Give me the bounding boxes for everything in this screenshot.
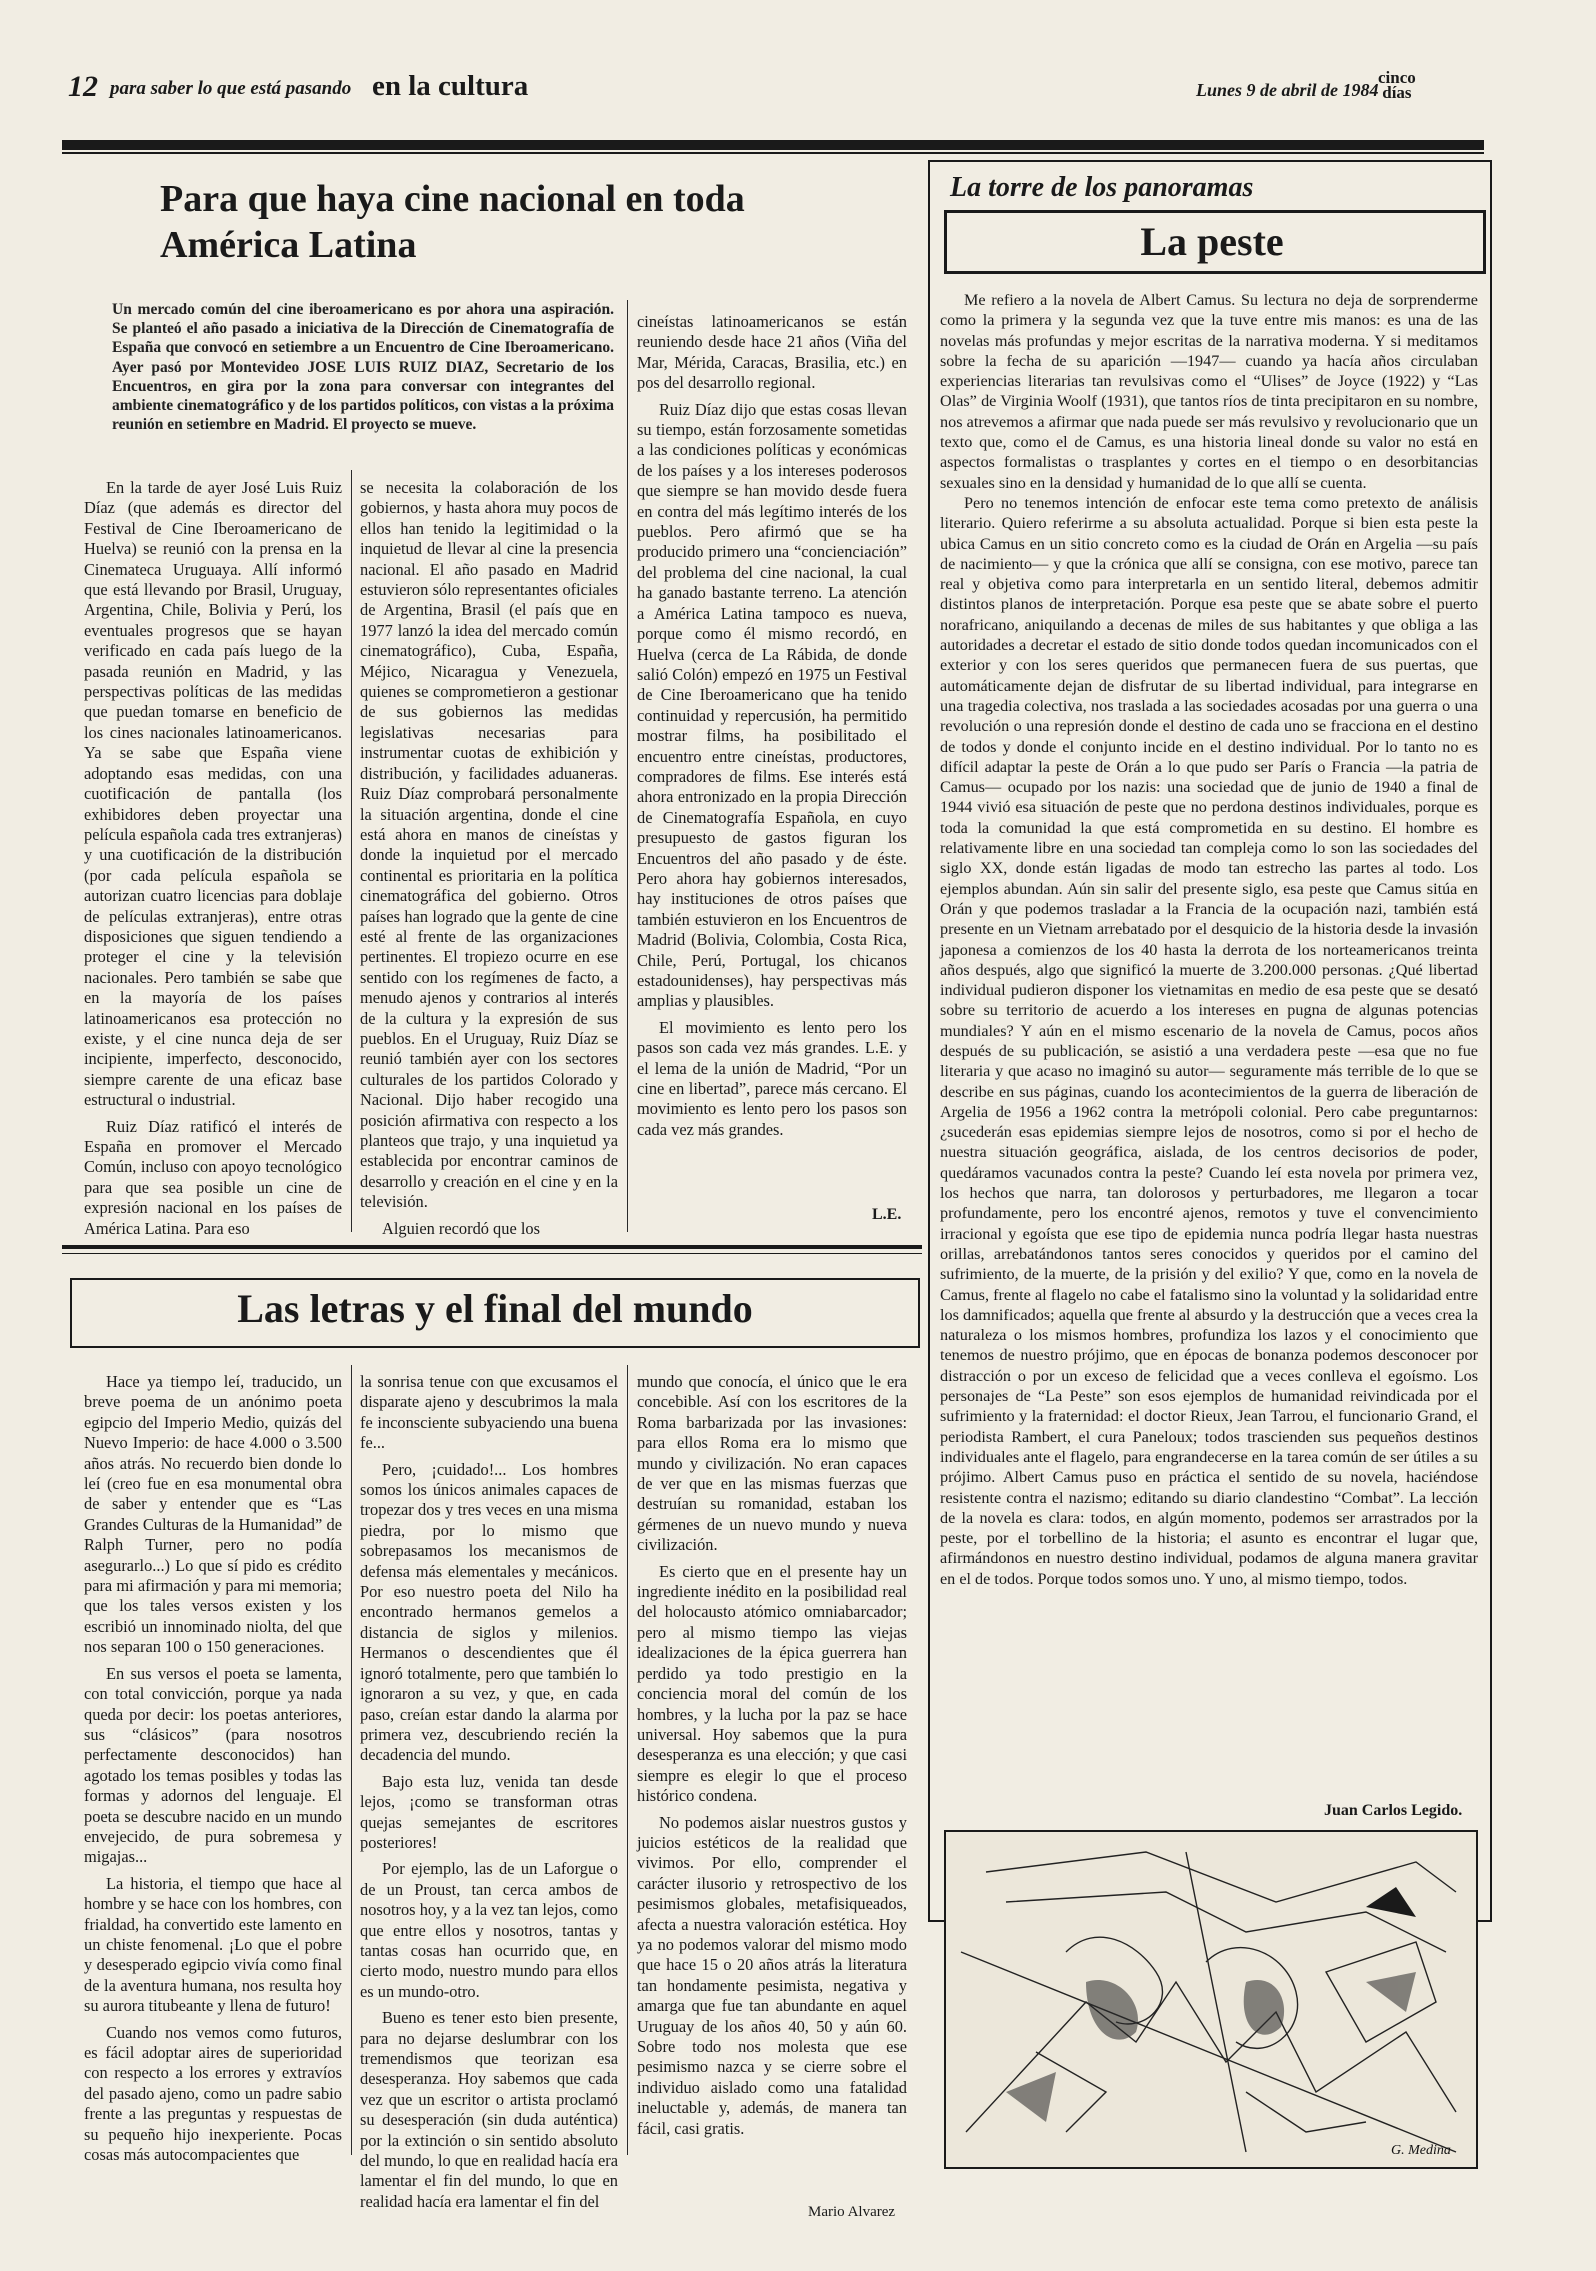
paragraph: Es cierto que en el presente hay un ingrediente inédito en la posibilidad real del holocausto atómico omniabarcador; pero al mismo tiempo las viejas idealizaciones de la épica guerrera han perdido ya todo prestigio en la conciencia moral del común de los hombres, y la lucha por la paz se hace universal. Hoy sabemos que la pura desesperanza es una elección; y que casi siempre es elegir lo que el proceso histórico condena.: [637, 1561, 907, 1806]
paragraph: El movimiento es lento pero los pasos son cada vez más grandes. L.E. y el lema de la unión de Madrid, “Por un cine en libertad”, parece más cercano. El movimiento es lento pero los pasos son cada vez más grandes.: [637, 1017, 907, 1139]
section-title: en la cultura: [372, 70, 529, 102]
paragraph: cineístas latinoamericanos se están reuniendo desde hace 21 años (Viña del Mar, Mérida, Caracas, Brasilia, etc.) en pos del desarrollo regional.: [637, 312, 907, 393]
header-rule-thin: [62, 152, 1484, 154]
paragraph: Bueno es tener esto bien presente, para no dejarse deslumbrar con los tremendismos que teorizan esa desesperanza. Hoy sabemos que cada vez que un escritor o artista proclamó su desesperación (sin duda auténtica) por la extinción o sin sentido absoluto del mundo, lo que en realidad hacía era lamentar el fin del mundo, lo que en realidad hacía era lamentar el fin del: [360, 2008, 618, 2211]
article1-title: Para que haya cine nacional en toda América Latina: [160, 178, 745, 266]
paragraph: la sonrisa tenue con que excusamos el disparate ajeno y descubrimos la mala fe inconsciente subyaciendo una buena fe...: [360, 1372, 618, 1453]
logo-line-2: días: [1382, 83, 1412, 102]
article2-title: Las letras y el final del mundo: [237, 1286, 753, 1331]
paragraph: Me refiero a la novela de Albert Camus. Su lectura no deja de sorprenderme como la primera y la segunda vez que la tuve entre mis manos: es una de las novelas más profundas y mejor escritas de la narrativa moderna. Y si meditamos sobre la fecha de su aparición —1947— cuando ya hacía años circulaban experiencias literarias tan revulsivas como el “Ulises” de Joyce (1922) y “Las Olas” de Virginia Woolf (1931), que tantos ríos de tinta precipitaron en su nombre, nos atrevemos a afirmar que nada puede ser más revulsivo y revolucionario que un texto que, como el de Camus, es una historia lineal donde su valor no está en aspectos formalistas o trasplantes y cortes en el tiempo o en desorbitancias sexuales sino en la densidad y humanidad de lo que allí se cuenta.: [940, 291, 1478, 492]
paragraph: La historia, el tiempo que hace al hombre y se hace con los hombres, con frialdad, ha convertido este lamento en un chiste fenomenal. ¡Lo que el pobre y desesperado egipcio vivía como final de la aventura humana, nos resulta hoy su aurora titubeante y llena de futuro!: [84, 1873, 342, 2016]
article1-signature: L.E.: [872, 1206, 902, 1223]
logo-line-1: cinco: [1378, 68, 1416, 87]
article2-signature: Mario Alvarez: [808, 2204, 896, 2220]
paragraph: No podemos aislar nuestros gustos y juicios estéticos de la realidad que vivimos. Por ello, comprender el carácter ilusorio y retrospectivo de los pesimismos globales, metafisiqueados, afecta a nuestra valoración estética. Hoy ya no podemos valorar del mismo modo que hace 15 o 20 años atrás la literatura tan hondamente pesimista, negativa y amarga que fue tan abundante en aquel Uruguay de los años 40, 50 y aún 60. Sobre todo nos molesta que ese pesimismo nazca y se cierre sobre el individuo aislado como una fatalidad ineluctable y, además, de manera tan fácil, casi gratis.: [637, 1812, 907, 2138]
article3-body: [940, 290, 1478, 1589]
column-divider: [627, 1365, 628, 2155]
illustration-signature: G. Medina: [1391, 2143, 1451, 2158]
article2-column-1: [84, 1372, 342, 2171]
paragraph: Por ejemplo, las de un Laforgue o de un Proust, tan cerca ambos de nosotros hoy, y a la vez tan lejos, como que entre ellos y nosotros, tantas y tantas cosas han ocurrido que, en cierto modo, nuestro mundo para ellos es un mundo-otro.: [360, 1859, 618, 2001]
header-tagline: para saber lo que está pasando: [110, 78, 352, 99]
article3-title: La peste: [1140, 219, 1284, 264]
paragraph: En la tarde de ayer José Luis Ruiz Díaz (que además es director del Festival de Cine Iberoamericano de Huelva) se reunió con la prensa en la Cinemateca Uruguaya. Allí informó que está llevando por Brasil, Uruguay, Argentina, Chile, Bolivia y Perú, los eventuales progresos que se hayan verificado en cada país luego de la pasada reunión en Madrid, y las perspectivas políticas de las medidas que puedan tomarse en beneficio de los cines nacionales latinoamericanos. Ya se sabe que España viene adoptando esas medidas, con una cuotificación de pantalla (los exhibidores deben proyectar una película española cada tres extranjeras) y una cuotificación de la distribución (por cada película española se autorizan cuatro licencias para doblaje de películas extranjeras), entre otras disposiciones que siguen tendiendo a proteger el cine y la televisión nacionales. Pero también se sabe que en la mayoría de los países latinoamericanos esa protección no existe, y el cine nunca deja de ser incipiente, imperfecto, desconocido, siempre carente de una eficaz base estructural o industrial.: [84, 478, 342, 1110]
section-rule: [62, 1245, 922, 1249]
paragraph: Ruiz Díaz dijo que estas cosas llevan su tiempo, están forzosamente sometidas a las condiciones políticas y económicas de los países y a los intereses poderosos que siempre se han movido desde fuera en contra del más legítimo interés de los pueblos. Pero afirmó que se ha producido primero una “concienciación” del problema del cine nacional, la cual ha ganado bastante terreno. La atención a América Latina tampoco es nueva, porque como él mismo recordó, en Huelva (cerca de La Rábida, de donde salió Colón) empezó en 1975 un Festival de Cine Iberoamericano que ha tenido continuidad y repercusión, ha permitido mostrar films, ha posibilitado el encuentro entre cineístas, productores, compradores de films. Ese interés está ahora entronizado en la propia Dirección de Cinematografía Española, en cuyo presupuesto de gastos figuran los Encuentros del año pasado y de éste. Pero ahora hay gobiernos interesados, hay instituciones de otros países que también estuvieron en los Encuentros de Madrid (Bolivia, Colombia, Costa Rica, Chile, Perú, Portugal, los chicanos estadounidenses), hay perspectivas más amplias y plausibles.: [637, 399, 907, 1011]
column-divider: [627, 300, 628, 1232]
paragraph: En sus versos el poeta se lamenta, con total convicción, porque ya nada queda por decir: los poetas anteriores, sus “clásicos” (para nosotros perfectamente desconocidos) han agotado los temas posibles y todas las formas y adornos del lenguaje. El poeta se descubre nacido en un mundo envejecido, de pura sobremesa y migajas...: [84, 1663, 342, 1867]
paragraph: Cuando nos vemos como futuros, es fácil adoptar aires de superioridad con respecto a los errores y extravíos del pasado ajeno, como un padre sabio frente a las preguntas y respuestas de su pequeño hijo inexperiente. Pocas cosas más autocompacientes que: [84, 2022, 342, 2165]
article1-column-2: [360, 478, 618, 1245]
paragraph: Pero no tenemos intención de enfocar este tema como pretexto de análisis literario. Quiero referirme a su absoluta actualidad. Porque si bien esta peste la ubica Camus en un sitio concreto como es la ciudad de Orán en Argelia —su país de nacimiento— y que la crónica que allí se consigna, con ese motivo, parece tan real y objetiva como para interpretarla en un sentido literal, debemos admitir distintos planos de interpretación. Porque esa peste que se abate sobre el puerto norafricano, aniquilando a decenas de miles de sus habitantes y que obliga a las autoridades a decretar el estado de sitio donde todos quedan incomunicados con el exterior y con los seres queridos que permanecen fuera de sus puertas, que automáticamente dejan de disfrutar de su libertad individual, para integrarse en una tragedia colectiva, nos traslada a las sociedades acosadas por una guerra o una revolución o una represión donde el destino de cada uno se fracciona en el destino de todos y donde el conjunto incide en el destino individual. Por lo tanto no es difícil adaptar la peste de Orán a lo que pudo ser París o Francia —la patria de Camus— ocupado por los nazis: una sociedad que de junio de 1940 a final de 1944 vivió esa situación de peste que no perdona destinos individuales, porque es toda la comunidad la que está comprometida en su destino. El hombre es relativamente libre en una sociedad tan compleja como lo son las sociedades del siglo XX, donde están ligadas de modo tan estrecho las partes al todo. Los ejemplos abundan. Aún sin salir del presente siglo, esa peste que Camus sitúa en Orán y que podemos trasladar a la Francia de la ocupación nazi, también está presente en un Vietnam arrebatado por el desquicio de la historia desde la invasión japonesa a comienzos de los 40 hasta la derrota de los norteamericanos treinta años después, algo que significó la muerte de 3.200.000 personas. ¿Qué libertad individual pudieron disponer los vietnamitas en medio de esa peste que se desató sobre su territorio de acuerdo a los intereses en pugna de algunas potencias mundiales? Y aún en el mismo escenario de la novela de Camus, pocos años después de su publicación, se asistió a una verdadera peste —esa que no fue literaria y que acaso no imaginó su autor— seguramente más terrible de lo que se describe en sus páginas, cuando los acontecimientos de la guerra de liberación de Argelia de 1956 a 1962 contra la metrópoli colonial. Pero cabe preguntarnos: ¿sucederán esas epidemias siempre lejos de nosotros, como si por el hecho de nuestra situación geográfica, aislada, de los centros decisorios de poder, quedáramos vacunados contra la peste? Cuando leí esta novela por primera vez, los hechos que narra, tan dolorosos y perturbadores, me llegaron a tocar profundamente, pero los encontré ajenos, remotos y tuve el convencimiento irracional y egoísta que ese tipo de epidemia nunca podría llegar hasta nuestras orillas, arrebatándonos tantos seres conocidos y queridos por el camino del sufrimiento, de la muerte, de la prisión y del exilio? Y que, como en la novela de Camus, frente al flagelo no cabe el fatalismo sino la voluntad y la solidaridad entre los damnificados; aquella que frente al absurdo y la destrucción que a veces crea la naturaleza o los mismos hombres, profundiza los lazos y el conocimiento que tenemos de nuestro prójimo, que en épocas de bonanza podemos desconocer por distracción o por un exceso de felicidad que a veces conlleva el egoísmo. Los personajes de “La Peste” son esos ejemplos de humanidad reivindicada por el sufrimiento y la fraternidad: el doctor Rieux, Jean Tarrou, el funcionario Grand, el periodista Rambert, el cura Paneloux; todos trascienden sus pequeños destinos individuales ante el flagelo, para engrandecerse en la tarea común de ser útiles a su prójimo. Albert Camus puso en práctica el sentido de su novela, haciéndose resistente contra el nazismo; editando su diario clandestino “Combat”. La lección de la novela es clara: todos, en algún momento, podemos ser arrastrados por la peste, por el torbellino de la historia; el asunto es encontrar el lugar que, afirmándonos en nuestro destino individual, podamos de alguna manera gravitar en el de todos. Porque todos somos uno. Y uno, al mismo tiempo, todos.: [940, 493, 1478, 1588]
paragraph: Hace ya tiempo leí, traducido, un breve poema de un anónimo poeta egipcio del Imperio Medio, quizás del Nuevo Imperio: de hace 4.000 o 3.500 años atrás. No recuerdo bien donde lo leí (creo fue en esa monumental obra de saber y entender que es “Las Grandes Culturas de la Humanidad” de Ralph Turner, pero no podía asegurarlo...) Lo que sí pido es crédito para mi afirmación y para mi memoria; que los tales versos existen y los escribió un innominado niolta, del que nos separan 100 o 150 generaciones.: [84, 1372, 342, 1657]
column-divider: [351, 470, 352, 1232]
paragraph: Bajo esta luz, venida tan desde lejos, ¡como se transforman otras quejas semejantes de escritores posteriores!: [360, 1771, 618, 1852]
paragraph: mundo que conocía, el único que le era concebible. Así con los escritores de la Roma barbarizada por las invasiones: para ellos Roma era lo mismo que mundo y civilización. No eran capaces de ver que en las mismas fuerzas que destruían su romanidad, estaban los gérmenes de un nuevo mundo y nueva civilización.: [637, 1372, 907, 1555]
paragraph: se necesita la colaboración de los gobiernos, y hasta ahora muy pocos de ellos han tenido la legitimidad o la inquietud de llevar al cine la presencia nacional. El año pasado en Madrid estuvieron sólo representantes oficiales de Argentina, Brasil (el país que en 1977 lanzó la idea del mercado común cinematográfico), Cuba, España, Méjico, Nicaragua y Venezuela, quienes se comprometieron a gestionar de sus gobiernos las medidas legislativas necesarias para instrumentar cuotas de exhibición y distribución, y facilidades aduaneras. Ruiz Díaz comprobará personalmente la situación argentina, donde el cine está ahora en manos de cineístas y donde la inquietud por el mercado continental es prioritaria en la política cinematográfica del gobierno. Otros países han logrado que la gente de cine esté al frente de las organizaciones pertinentes. El tropiezo ocurre en ese sentido con los regímenes de facto, a menudo ajenos y contrarios al interés de la cultura y la expresión de sus pueblos. En el Uruguay, Ruiz Díaz se reunió también ayer con los sectores culturales de los partidos Colorado y Nacional. Dijo haber recogido una posición afirmativa con respecto a los planteos que trajo, y una inquietud ya establecida por encontrar caminos de desarrollo y creación en el cine y en la televisión.: [360, 478, 618, 1212]
article2-column-3: [637, 1372, 907, 2145]
illustration-drawing: [946, 1832, 1476, 2167]
paragraph: Pero, ¡cuidado!... Los hombres somos los únicos animales capaces de tropezar dos y tres veces en una misma piedra, por lo mismo que sobrepasamos los mecanismos de defensa más elementales y mecánicos. Por eso nuestro poeta del Nilo ha encontrado hermanos gemelos a distancia de siglos y milenios. Hermanos o descendientes que él ignoró totalmente, pero que también lo ignoraron a su vez, y que, en cada paso, creían estar dando la alarma por primera vez, descubriendo recién la decadencia del mundo.: [360, 1459, 618, 1765]
paragraph: Alguien recordó que los: [382, 1218, 540, 1238]
header-rule: [62, 140, 1484, 150]
column-divider: [351, 1365, 352, 2155]
article2-column-2: [360, 1372, 618, 2218]
article1-column-1: [84, 478, 342, 1245]
illustration: [944, 1830, 1478, 2169]
article1-column-3: [637, 312, 907, 1146]
column-kicker: La torre de los panoramas: [950, 172, 1254, 203]
issue-date: Lunes 9 de abril de 1984: [1196, 80, 1379, 100]
paragraph: Ruiz Díaz ratificó el interés de España en promover el Mercado Común, incluso con apoyo tecnológico para que sea posible un cine de expresión nacional en los países de América Latina. Para eso: [84, 1116, 342, 1238]
section-rule-thin: [62, 1253, 922, 1254]
article3-signature: Juan Carlos Legido.: [1324, 1802, 1463, 1819]
page-number: 12: [68, 70, 98, 103]
masthead-logo: [1378, 70, 1416, 100]
article1-lead: Un mercado común del cine iberoamericano es por ahora una aspiración. Se planteó el año pasado a iniciativa de la Dirección de Cinematografía de España que convocó en setiembre a un Encuentro de Cine Iberoamericano. Ayer pasó por Montevideo JOSE LUIS RUIZ DIAZ, Secretario de los Encuentros, en gira por la zona para conversar con integrantes del ambiente cinematográfico y de los partidos políticos, con vistas a la próxima reunión en setiembre en Madrid. El proyecto se mueve.: [112, 301, 614, 434]
